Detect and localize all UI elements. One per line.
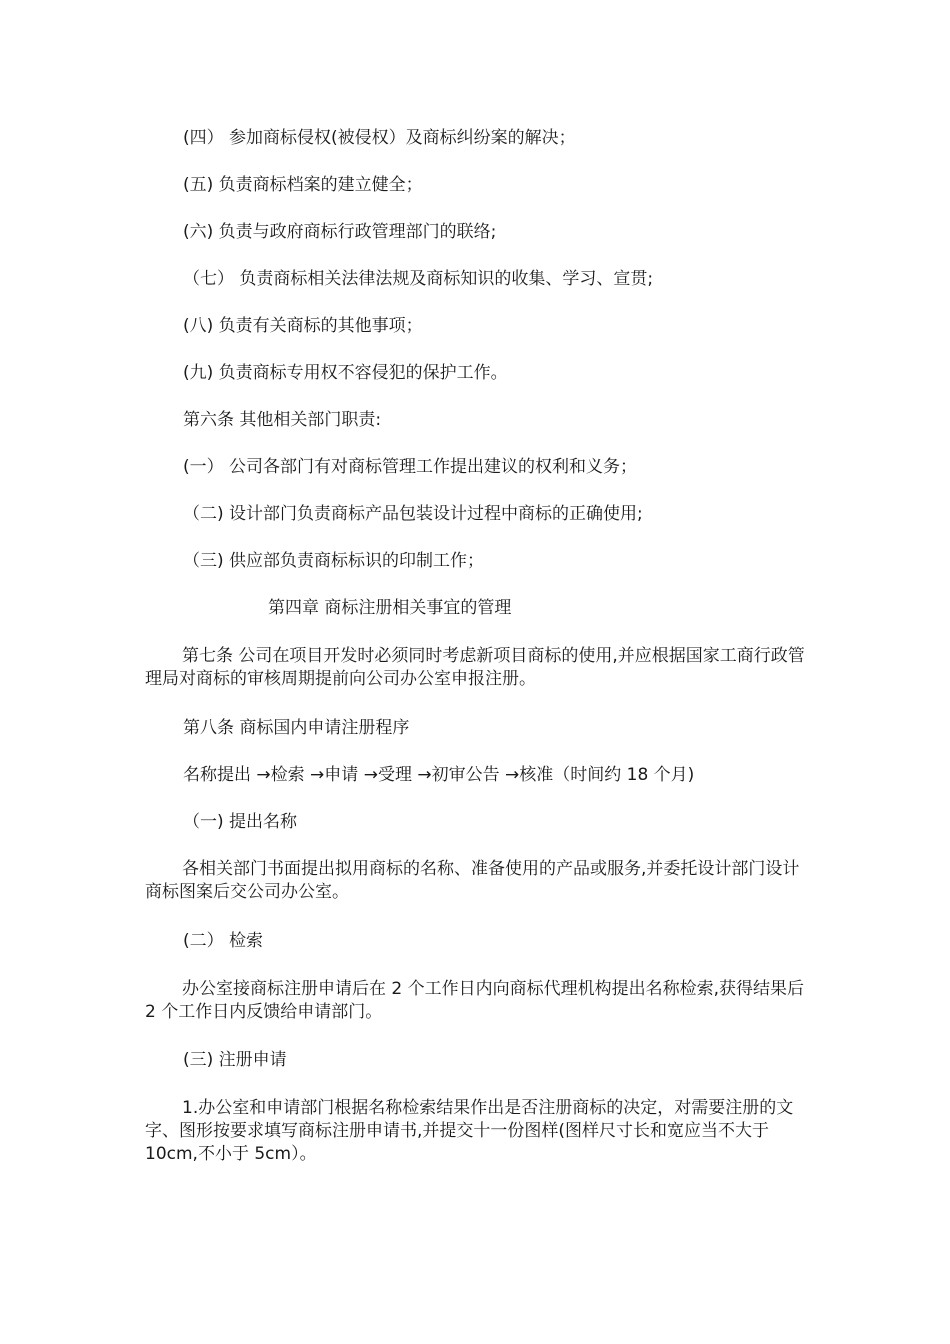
item-9: (九) 负责商标专用权不容侵犯的保护工作。 xyxy=(183,363,508,383)
item-8: (八) 负责有关商标的其他事项； xyxy=(183,316,423,336)
item-7: （七） 负责商标相关法律法规及商标知识的收集、学习、宣贯; xyxy=(183,269,654,289)
step-2-title: (二） 检索 xyxy=(183,931,264,951)
article-8-heading: 第八条 商标国内申请注册程序 xyxy=(183,718,410,738)
article-6-item-1: (一） 公司各部门有对商标管理工作提出建议的权利和义务； xyxy=(183,457,638,477)
step-3-text: 1.办公室和申请部门根据名称检索结果作出是否注册商标的决定，对需要注册的文字、图形按要求填写商标注册申请书,并提交十一份图样(图样尺寸长和宽应当不大于 10cm,不小于 5cm）。 xyxy=(145,1098,794,1164)
article-6-heading: 第六条 其他相关部门职责: xyxy=(183,410,382,430)
article-6-item-2: （二) 设计部门负责商标产品包装设计过程中商标的正确使用; xyxy=(183,504,643,524)
step-1-title: （一) 提出名称 xyxy=(183,812,298,832)
step-2-text: 办公室接商标注册申请后在 2 个工作日内向商标代理机构提出名称检索,获得结果后 2 个工作日内反馈给申请部门。 xyxy=(145,979,805,1022)
item-6: (六) 负责与政府商标行政管理部门的联络; xyxy=(183,222,497,242)
item-5: (五) 负责商标档案的建立健全； xyxy=(183,175,423,195)
step-3-title: (三) 注册申请 xyxy=(183,1050,287,1070)
item-4: (四） 参加商标侵权(被侵权）及商标纠纷案的解决； xyxy=(183,128,576,148)
article-7-text: 第七条 公司在项目开发时必须同时考虑新项目商标的使用,并应根据国家工商行政管理局对商标的审核周期提前向公司办公室申报注册。 xyxy=(145,646,805,689)
article-6-item-3: （三) 供应部负责商标标识的印制工作； xyxy=(183,551,485,571)
step-1-text: 各相关部门书面提出拟用商标的名称、准备使用的产品或服务,并委托设计部门设计商标图案后交公司办公室。 xyxy=(145,859,800,902)
registration-flow: 名称提出 →检索 →申请 →受理 →初审公告 →核准（时间约 18 个月) xyxy=(183,765,695,785)
chapter-4-title: 第四章 商标注册相关事宜的管理 xyxy=(268,598,512,618)
